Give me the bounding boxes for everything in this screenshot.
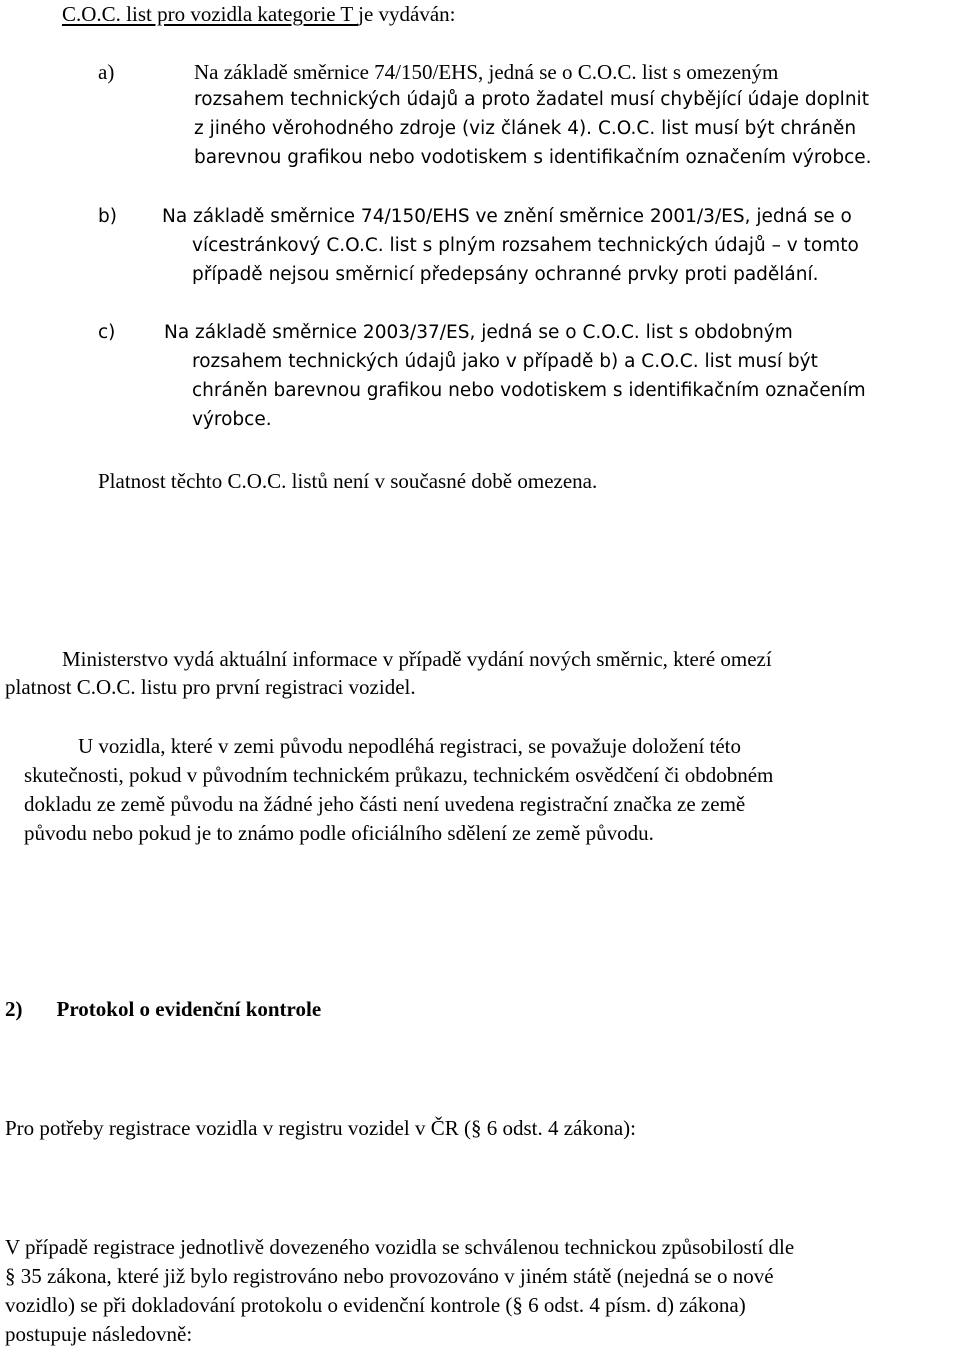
list-item-c-line-2: rozsahem technických údajů jako v případě b) a C.O.C. list musí být (192, 351, 818, 372)
intro-heading-underlined: C.O.C. list pro vozidla kategorie T (62, 2, 359, 26)
section-number: 2) (5, 997, 23, 1021)
procedure-line-4: postupuje následovně: (5, 1322, 193, 1346)
vehicle-line-3: dokladu ze země původu na žádné jeho části není uvedena registrační značka ze země (24, 792, 746, 816)
vehicle-line-1: U vozidla, které v zemi původu nepodléhá registraci, se považuje doložení této (78, 734, 742, 758)
section-heading (5, 995, 321, 1023)
vehicle-line-2: skutečnosti, pokud v původním technickém průkazu, technickém osvědčení či obdobném (24, 763, 774, 787)
list-item-c-line-4: výrobce. (192, 409, 272, 430)
procedure-line-3: vozidlo) se při dokladování protokolu o evidenční kontrole (§ 6 odst. 4 písm. d) zákona) (5, 1293, 746, 1317)
list-item-b-line-2: vícestránkový C.O.C. list s plným rozsahem technických údajů – v tomto (192, 235, 859, 256)
list-item-a-line-1: Na základě směrnice 74/150/EHS, jedná se o C.O.C. list s omezeným (194, 60, 779, 84)
list-item-b-line-3: případě nejsou směrnicí předepsány ochranné prvky proti padělání. (192, 264, 819, 285)
procedure-line-2: § 35 zákona, které již bylo registrováno nebo provozováno v jiném státě (nejedná se o nové (5, 1264, 774, 1288)
list-marker-c: c) (98, 322, 116, 343)
list-item-a-line-2: rozsahem technických údajů a proto žadatel musí chybějící údaje doplnit (194, 89, 869, 110)
list-item-c-line-1: Na základě směrnice 2003/37/ES, jedná se o C.O.C. list s obdobným (164, 322, 793, 343)
ministry-line-1: Ministerstvo vydá aktuální informace v případě vydání nových směrnic, které omezí (62, 647, 772, 671)
list-marker-a: a) (98, 60, 115, 84)
intro-heading (62, 0, 456, 28)
ministry-line-2: platnost C.O.C. listu pro první registraci vozidel. (5, 675, 416, 699)
validity-note: Platnost těchto C.O.C. listů není v současné době omezena. (98, 469, 598, 493)
list-item-b-line-1: Na základě směrnice 74/150/EHS ve znění směrnice 2001/3/ES, jedná se o (162, 206, 852, 227)
vehicle-line-4: původu nebo pokud je to známo podle oficiálního sdělení ze země původu. (24, 821, 654, 845)
list-item-a-line-3: z jiného věrohodného zdroje (viz článek 4). C.O.C. list musí být chráněn (194, 118, 857, 139)
procedure-line-1: V případě registrace jednotlivě dovezeného vozidla se schválenou technickou způsobilostí dle (5, 1235, 795, 1259)
list-item-c-line-3: chráněn barevnou grafikou nebo vodotiskem s identifikačním označením (192, 380, 866, 401)
registry-paragraph: Pro potřeby registrace vozidla v registru vozidel v ČR (§ 6 odst. 4 zákona): (5, 1116, 637, 1140)
list-marker-b: b) (98, 206, 117, 227)
section-title: Protokol o evidenční kontrole (56, 997, 322, 1021)
intro-heading-rest: je vydáván: (358, 2, 456, 26)
list-item-a-line-4: barevnou grafikou nebo vodotiskem s identifikačním označením výrobce. (194, 147, 872, 168)
